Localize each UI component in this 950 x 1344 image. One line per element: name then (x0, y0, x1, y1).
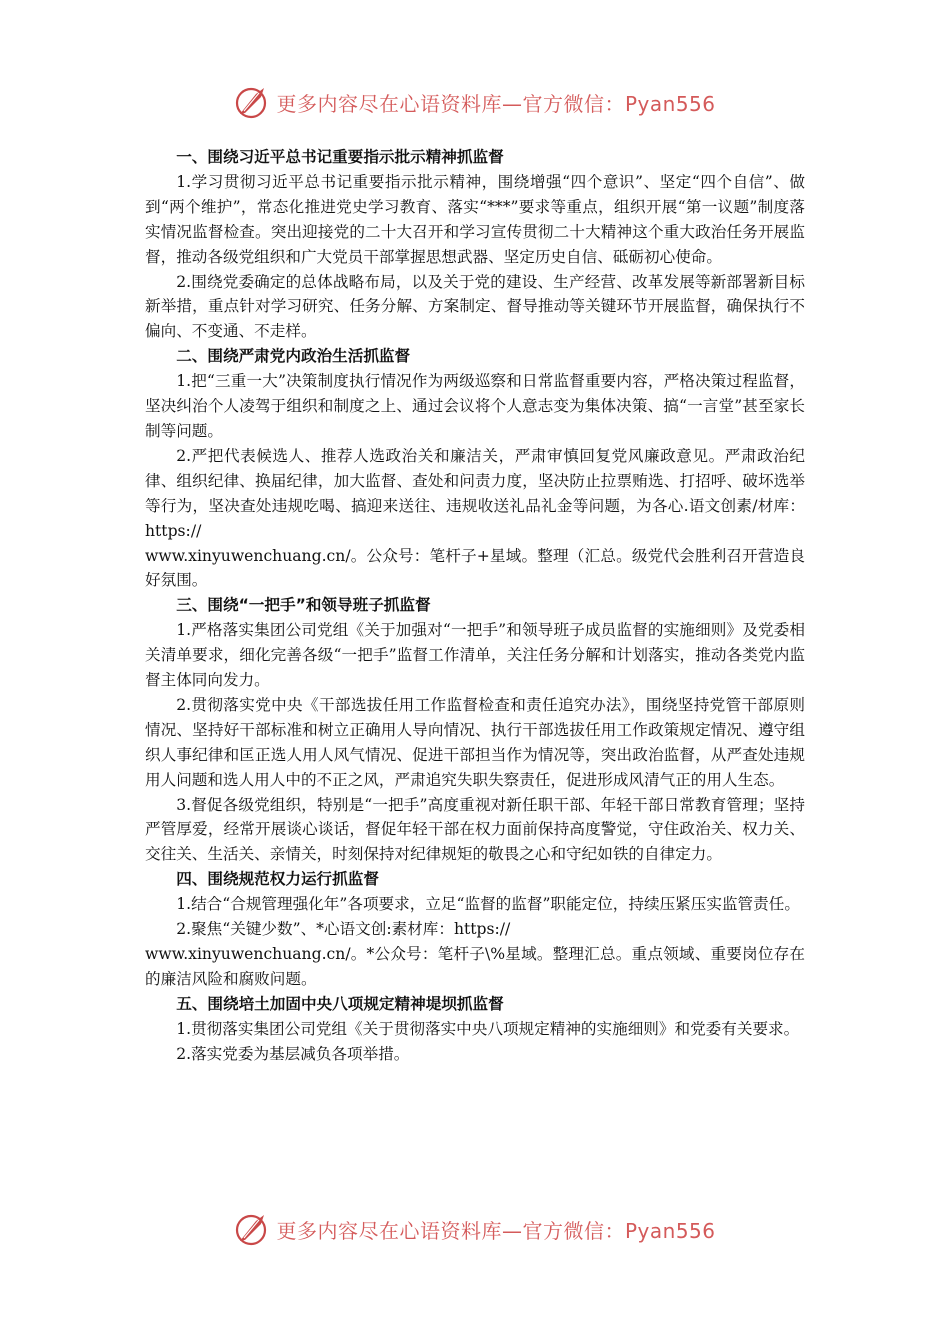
body-paragraph: 2.贯彻落实党中央《干部选拔任用工作监督检查和责任追究办法》，围绕坚持党管干部原则情况、坚持好干部标准和树立正确用人导向情况、执行干部选拔任用工作政策规定情况、遵守组织人事纪律和匡正选人用人风气情况、促进干部担当作为情况等，突出政治监督，从严查处违规用人问题和选人用人中的不正之风，严肃追究失职失察责任，促进形成风清气正的用人生态。 (145, 695, 805, 789)
banner-label: 更多内容尽在心语资料库—官方微信： (276, 91, 625, 116)
body-paragraph: 2.聚焦“关键少数”、*心语文创:素材库：https:// (176, 920, 511, 939)
document-body (145, 145, 805, 1067)
section-heading: 一、围绕习近平总书记重要指示批示精神抓监督 (176, 148, 504, 166)
section-heading: 三、围绕“一把手”和领导班子抓监督 (176, 596, 431, 615)
section-heading: 四、围绕规范权力运行抓监督 (176, 870, 379, 889)
section-heading: 五、围绕培土加固中央八项规定精神堤坝抓监督 (176, 994, 504, 1013)
banner-text (276, 1215, 715, 1244)
body-paragraph: 2.围绕党委确定的总体战略布局，以及关于党的建设、生产经营、改革发展等新部署新目标新举措，重点针对学习研究、任务分解、方案制定、督导推动等关键环节开展监督，确保执行不偏向、不变通、不走样。 (145, 272, 805, 341)
body-paragraph: 1.学习贯彻习近平总书记重要指示批示精神，围绕增强“四个意识”、坚定“四个自信”、做到“两个维护”，常态化推进党史学习教育、落实“***”要求等重点，组织开展“第一议题”制度落实情况监督检查。突出迎接党的二十大召开和学习宣传贯彻二十大精神这个重大政治任务开展监督，推动各级党组织和广大党员干部掌握思想武器、坚定历史自信、砥砺初心使命。 (145, 172, 805, 266)
body-paragraph: 2.严把代表候选人、推荐人选政治关和廉洁关，严肃审慎回复党风廉政意见。严肃政治纪律、组织纪律、换届纪律，加大监督、查处和问责力度，坚决防止拉票贿选、打招呼、破坏选举等行为，坚决查处违规吃喝、搞迎来送往、违规收送礼品礼金等问题，为各心.语文创素/材库：https:// (145, 446, 805, 540)
banner-wechat-id: Pyan556 (624, 1218, 716, 1243)
body-paragraph: 2.落实党委为基层减负各项举措。 (176, 1044, 410, 1063)
body-paragraph: 3.督促各级党组织，特别是“一把手”高度重视对新任职干部、年轻干部日常教育管理；坚持严管厚爱，经常开展谈心谈话，督促年轻干部在权力面前保持高度警觉，守住政治关、权力关、交往关、生活关、亲情关，时刻保持对纪律规矩的敬畏之心和守纪如铁的自律定力。 (145, 795, 805, 864)
section-heading: 二、围绕严肃党内政治生活抓监督 (176, 347, 411, 366)
body-paragraph: 1.把“三重一大”决策制度执行情况作为两级巡察和日常监督重要内容，严格决策过程监督，坚决纠治个人凌驾于组织和制度之上、通过会议将个人意志变为集体决策、搞“一言堂”甚至家长制等问题。 (145, 372, 805, 440)
body-paragraph-continuation: www.xinyuwenchuang.cn/。公众号：笔杆子+星域。整理（汇总。级党代会胜利召开营造良好氛围。 (145, 546, 805, 590)
banner-text (276, 88, 715, 117)
banner-wechat-id: Pyan556 (624, 91, 716, 116)
header-banner (0, 82, 950, 122)
body-paragraph: 1.贯彻落实集团公司党组《关于贯彻落实中央八项规定精神的实施细则》和党委有关要求。 (176, 1019, 800, 1038)
footer-banner (0, 1209, 950, 1249)
body-paragraph: 1.严格落实集团公司党组《关于加强对“一把手”和领导班子成员监督的实施细则》及党委相关清单要求，细化完善各级“一把手”监督工作清单，关注任务分解和计划落实，推动各类党内监督主体同向发力。 (145, 621, 805, 690)
quill-pen-logo-icon (234, 1211, 270, 1247)
body-paragraph: 1.结合“合规管理强化年”各项要求，立足“监督的监督”职能定位，持续压紧压实监管责任。 (176, 895, 800, 914)
banner-label: 更多内容尽在心语资料库—官方微信： (276, 1218, 625, 1243)
quill-pen-logo-icon (234, 84, 270, 120)
body-paragraph-continuation: www.xinyuwenchuang.cn/。*公众号：笔杆子\%星域。整理汇总。重点领域、重要岗位存在的廉洁风险和腐败问题。 (145, 945, 805, 988)
